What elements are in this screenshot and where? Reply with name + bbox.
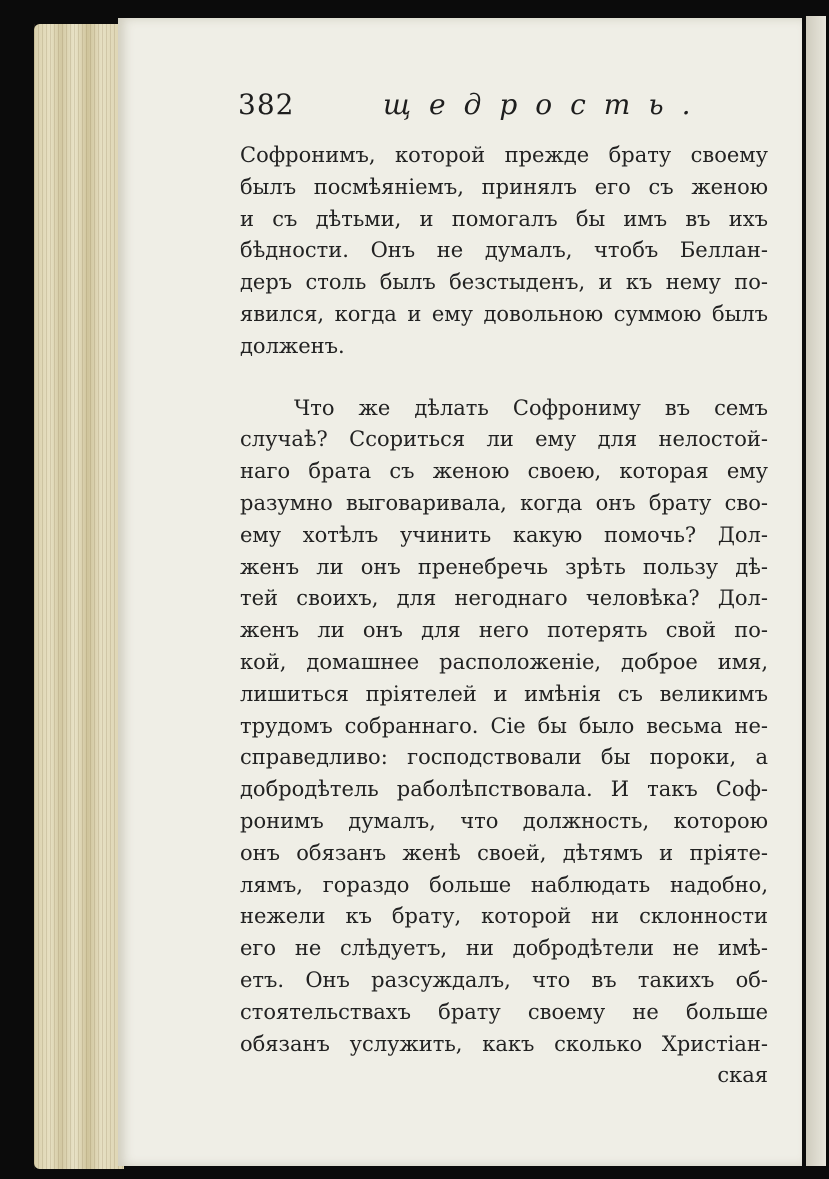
catchword: ская (717, 1063, 768, 1088)
text-line: наго брата съ женою своею, которая ему (240, 459, 768, 484)
text-line: ронимъ думалъ, что должность, которою (240, 808, 768, 833)
book-page-edges (34, 24, 124, 1169)
text-line: онъ обязанъ женѣ своей, дѣтямъ и пріяте- (240, 840, 768, 865)
text-line: лишиться пріятелей и имѣнія съ великимъ (240, 681, 768, 706)
page-header (238, 88, 778, 128)
paragraph-gap (240, 363, 768, 393)
text-line: женъ ли онъ для него потерять свой по- (240, 618, 768, 643)
text-line: нежели къ брату, которой ни склонности (240, 904, 768, 929)
text-line: деръ столь былъ безстыденъ, и къ нему по- (240, 270, 768, 295)
text-line: Что же дѣлать Софрониму въ семъ (294, 395, 768, 420)
text-line: Софронимъ, которой прежде брату своему (240, 143, 768, 167)
text-line: женъ ли онъ пренебречь зрѣть пользу дѣ- (240, 554, 768, 579)
text-line: явился, когда и ему довольною суммою былъ (240, 301, 768, 326)
text-line: стоятельствахъ брату своему не больше (240, 999, 768, 1024)
text-line: трудомъ собраннаго. Сіе бы было весьма не- (240, 713, 768, 738)
body-text (240, 140, 768, 1092)
text-line: лямъ, гораздо больше наблюдать надобно, (240, 872, 768, 897)
text-line: етъ. Онъ разсуждалъ, что въ такихъ об- (240, 967, 768, 992)
text-line: былъ посмѣяніемъ, принялъ его съ женою (240, 174, 768, 199)
facing-page-edge (806, 16, 826, 1166)
text-line: кой, домашнее расположеніе, доброе имя, (240, 649, 768, 674)
text-line: ему хотѣлъ учинить какую помочь? Дол- (240, 522, 768, 547)
running-title: щедрость. (383, 88, 709, 121)
text-line: случаѣ? Ссориться ли ему для нелостой- (240, 427, 768, 452)
text-line: добродѣтель раболѣпствовала. И такъ Соф- (240, 777, 768, 802)
text-line: долженъ. (240, 333, 345, 358)
text-line: разумно выговаривала, когда онъ брату сво- (240, 490, 768, 515)
text-line: тей своихъ, для негоднаго человѣка? Дол- (240, 586, 768, 611)
text-line: справедливо: господствовали бы пороки, а (240, 745, 768, 770)
text-line: обязанъ услужить, какъ сколько Христіан- (240, 1031, 768, 1056)
text-line: и съ дѣтьми, и помогалъ бы имъ въ ихъ (240, 206, 768, 231)
text-line: его не слѣдуетъ, ни добродѣтели не имѣ- (240, 936, 768, 961)
page-number: 382 (238, 88, 295, 121)
text-line: бѣдности. Онъ не думалъ, чтобъ Беллан- (240, 238, 768, 263)
paragraph-2 (240, 393, 768, 1061)
paragraph-1 (240, 140, 768, 363)
